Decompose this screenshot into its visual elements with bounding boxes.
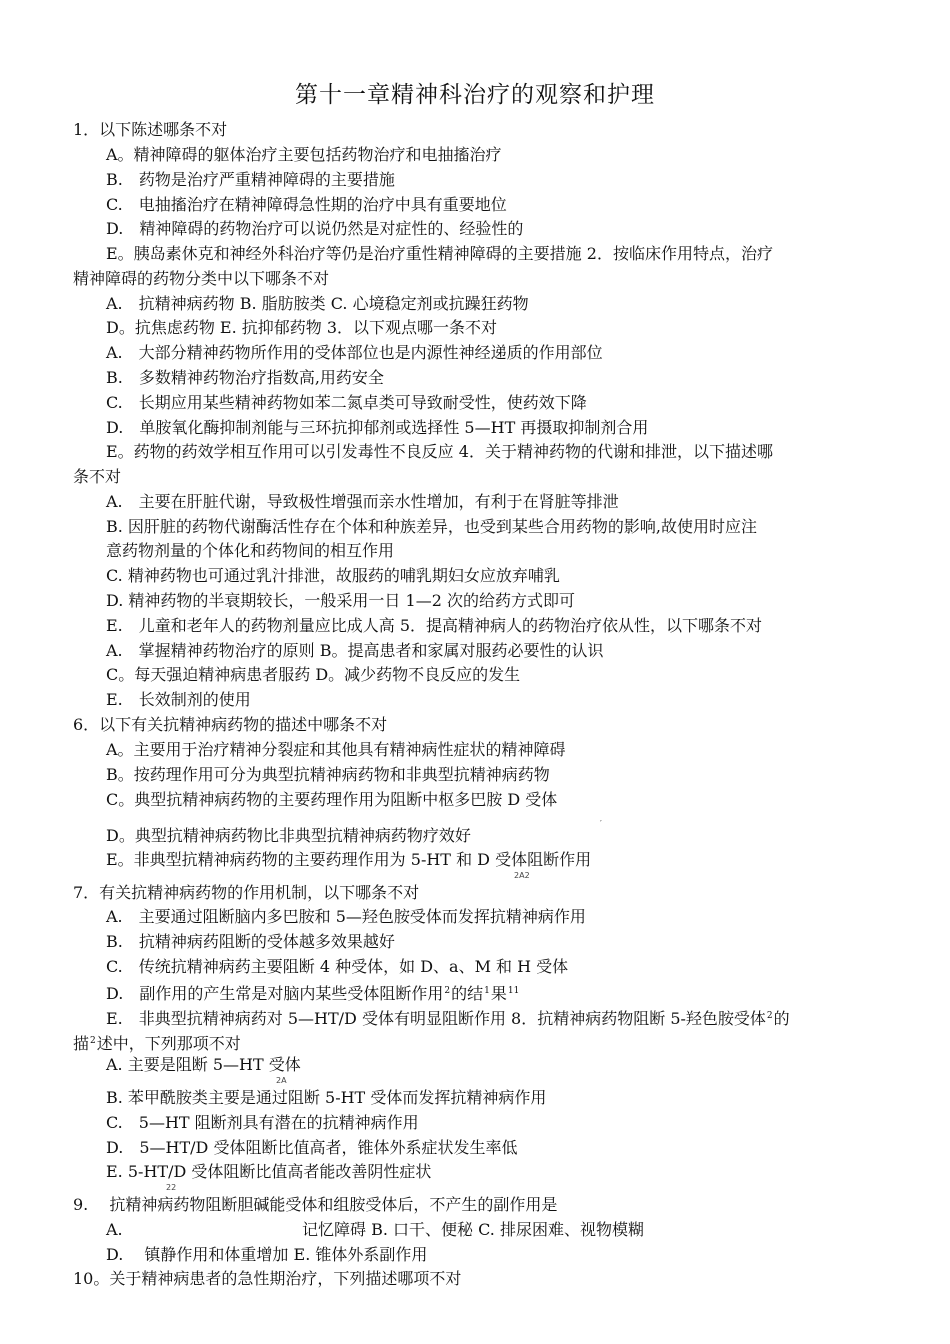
question-10: 10。关于精神病患者的急性期治疗，下列描述哪项不对 [73, 1269, 462, 1288]
option-4d: D. 精神药物的半衰期较长，一般采用一日 1—2 次的给药方式即可 [106, 591, 575, 610]
option-7e-continued [73, 1031, 241, 1054]
option-3e: E。药物的药效学相互作用可以引发毒性不良反应 4．关于精神药物的代谢和排泄，以下描述哪 [106, 442, 773, 461]
option-4e: E. 儿童和老年人的药物剂量应比成人高 5．提高精神病人的药物治疗依从性，以下哪条不对 [106, 616, 763, 635]
subscript-mark: 2A2 [514, 871, 530, 880]
option-4b: B. 因肝脏的药物代谢酶活性存在个体和种族差异，也受到某些合用药物的影响,故使用时应注 [106, 517, 758, 536]
option-1d: D. 精神障碍的药物治疗可以说仍然是对症性的、经验性的 [106, 219, 524, 238]
option-9a-label: A. [106, 1220, 123, 1239]
option-8a: A. 主要是阻断 5—HT 受体 [106, 1055, 301, 1074]
options-9d-9e: D. 镇静作用和体重增加 E. 锥体外系副作用 [106, 1245, 428, 1264]
option-7e-text-2: 的 [773, 1009, 790, 1028]
superscript-mark: 2 [444, 986, 451, 996]
option-6e: E。非典型抗精神病药物的主要药理作用为 5-HT 和 D 受体阻断作用 [106, 850, 592, 869]
option-7e [106, 1006, 790, 1029]
option-1b: B. 药物是治疗严重精神障碍的主要措施 [106, 170, 395, 189]
option-7a: A. 主要通过阻断脑内多巴胺和 5—羟色胺受体而发挥抗精神病作用 [106, 907, 586, 926]
chapter-title: 第十一章精神科治疗的观察和护理 [295, 82, 655, 108]
option-7e-text-4: 述中，下列那项不对 [96, 1034, 241, 1053]
option-1e-continued: 精神障碍的药物分类中以下哪条不对 [73, 269, 330, 288]
option-8c: C. 5—HT 阻断剂具有潜在的抗精神病作用 [106, 1113, 419, 1132]
option-8b: B. 苯甲酰胺类主要是通过阻断 5-HT 受体而发挥抗精神病作用 [106, 1088, 547, 1107]
option-3e-continued: 条不对 [73, 467, 122, 486]
option-7e-text-3: 描 [73, 1034, 90, 1053]
question-1: 1．以下陈述哪条不对 [73, 120, 228, 139]
option-6b: B。按药理作用可分为典型抗精神病药物和非典型抗精神病药物 [106, 765, 550, 784]
question-9: 9. 抗精神病药物阻断胆碱能受体和组胺受体后，不产生的副作用是 [73, 1195, 558, 1214]
option-6c: C。典型抗精神病药物的主要药理作用为阻断中枢多巴胺 D 受体 [106, 790, 558, 809]
option-4b-continued: 意药物剂量的个体化和药物间的相互作用 [106, 541, 395, 560]
question-7: 7．有关抗精神病药物的作用机制，以下哪条不对 [73, 883, 420, 902]
option-1a: A。精神障碍的躯体治疗主要包括药物治疗和电抽搐治疗 [106, 145, 502, 164]
option-8e: E. 5-HT/D 受体阻断比值高者能改善阴性症状 [106, 1162, 432, 1181]
options-2a-2c: A. 抗精神病药物 B. 脂肪胺类 C. 心境稳定剂或抗躁狂药物 [106, 294, 529, 313]
stray-mark: ′ [600, 819, 602, 828]
superscript-mark: 2 [90, 1036, 96, 1046]
option-7d-text-2: 的结 [451, 984, 484, 1003]
option-8d: D. 5—HT/D 受体阻断比值高者，锥体外系症状发生率低 [106, 1138, 518, 1157]
option-7d-text: D. 副作用的产生常是对脑内某些受体阻断作用 [106, 984, 444, 1003]
superscript-mark: 11 [507, 986, 520, 996]
option-3b: B. 多数精神药物治疗指数高,用药安全 [106, 368, 384, 387]
option-7c: C. 传统抗精神病药主要阻断 4 种受体，如 D、a、M 和 H 受体 [106, 957, 569, 976]
options-9a-9c: 记忆障碍 B. 口干、便秘 C. 排尿困难、视物模糊 [302, 1220, 644, 1239]
options-5c-5d: C。每天强迫精神病患者服药 D。减少药物不良反应的发生 [106, 665, 521, 684]
option-6d: D。典型抗精神病药物比非典型抗精神病药物疗效好 [106, 826, 471, 845]
option-1c: C. 电抽搐治疗在精神障碍急性期的治疗中具有重要地位 [106, 195, 507, 214]
options-2d-2e: D。抗焦虑药物 E. 抗抑郁药物 3．以下观点哪一条不对 [106, 318, 498, 337]
option-3a: A. 大部分精神药物所作用的受体部位也是内源性神经递质的作用部位 [106, 343, 603, 362]
option-6a: A。主要用于治疗精神分裂症和其他具有精神病性症状的精神障碍 [106, 740, 566, 759]
question-6: 6．以下有关抗精神病药物的描述中哪条不对 [73, 715, 388, 734]
subscript-mark: 22 [166, 1183, 177, 1192]
option-3c: C. 长期应用某些精神药物如苯二氮卓类可导致耐受性，使药效下降 [106, 393, 587, 412]
options-5a-5b: A. 掌握精神药物治疗的原则 B。提高患者和家属对服药必要性的认识 [106, 641, 604, 660]
option-7d-text-3: 果 [490, 984, 507, 1003]
superscript-mark: 1 [484, 986, 490, 996]
option-3d: D. 单胺氧化酶抑制剂能与三环抗抑郁剂或选择性 5—HT 再摄取抑制剂合用 [106, 418, 649, 437]
superscript-mark: 2 [766, 1011, 773, 1021]
option-7e-text: E. 非典型抗精神病药对 5—HT/D 受体有明显阻断作用 8．抗精神病药物阻断 5-羟色胺受体 [106, 1009, 766, 1028]
option-7b: B. 抗精神病药阻断的受体越多效果越好 [106, 932, 395, 951]
subscript-mark: 2A [276, 1076, 287, 1085]
option-4a: A. 主要在肝脏代谢，导致极性增强而亲水性增加，有利于在肾脏等排泄 [106, 492, 619, 511]
option-4c: C. 精神药物也可通过乳汁排泄，故服药的哺乳期妇女应放弃哺乳 [106, 566, 560, 585]
option-1e: E。胰岛素休克和神经外科治疗等仍是治疗重性精神障碍的主要措施 2．按临床作用特点，治疗 [106, 244, 773, 263]
option-5e: E. 长效制剂的使用 [106, 690, 251, 709]
option-7d [106, 981, 520, 1004]
